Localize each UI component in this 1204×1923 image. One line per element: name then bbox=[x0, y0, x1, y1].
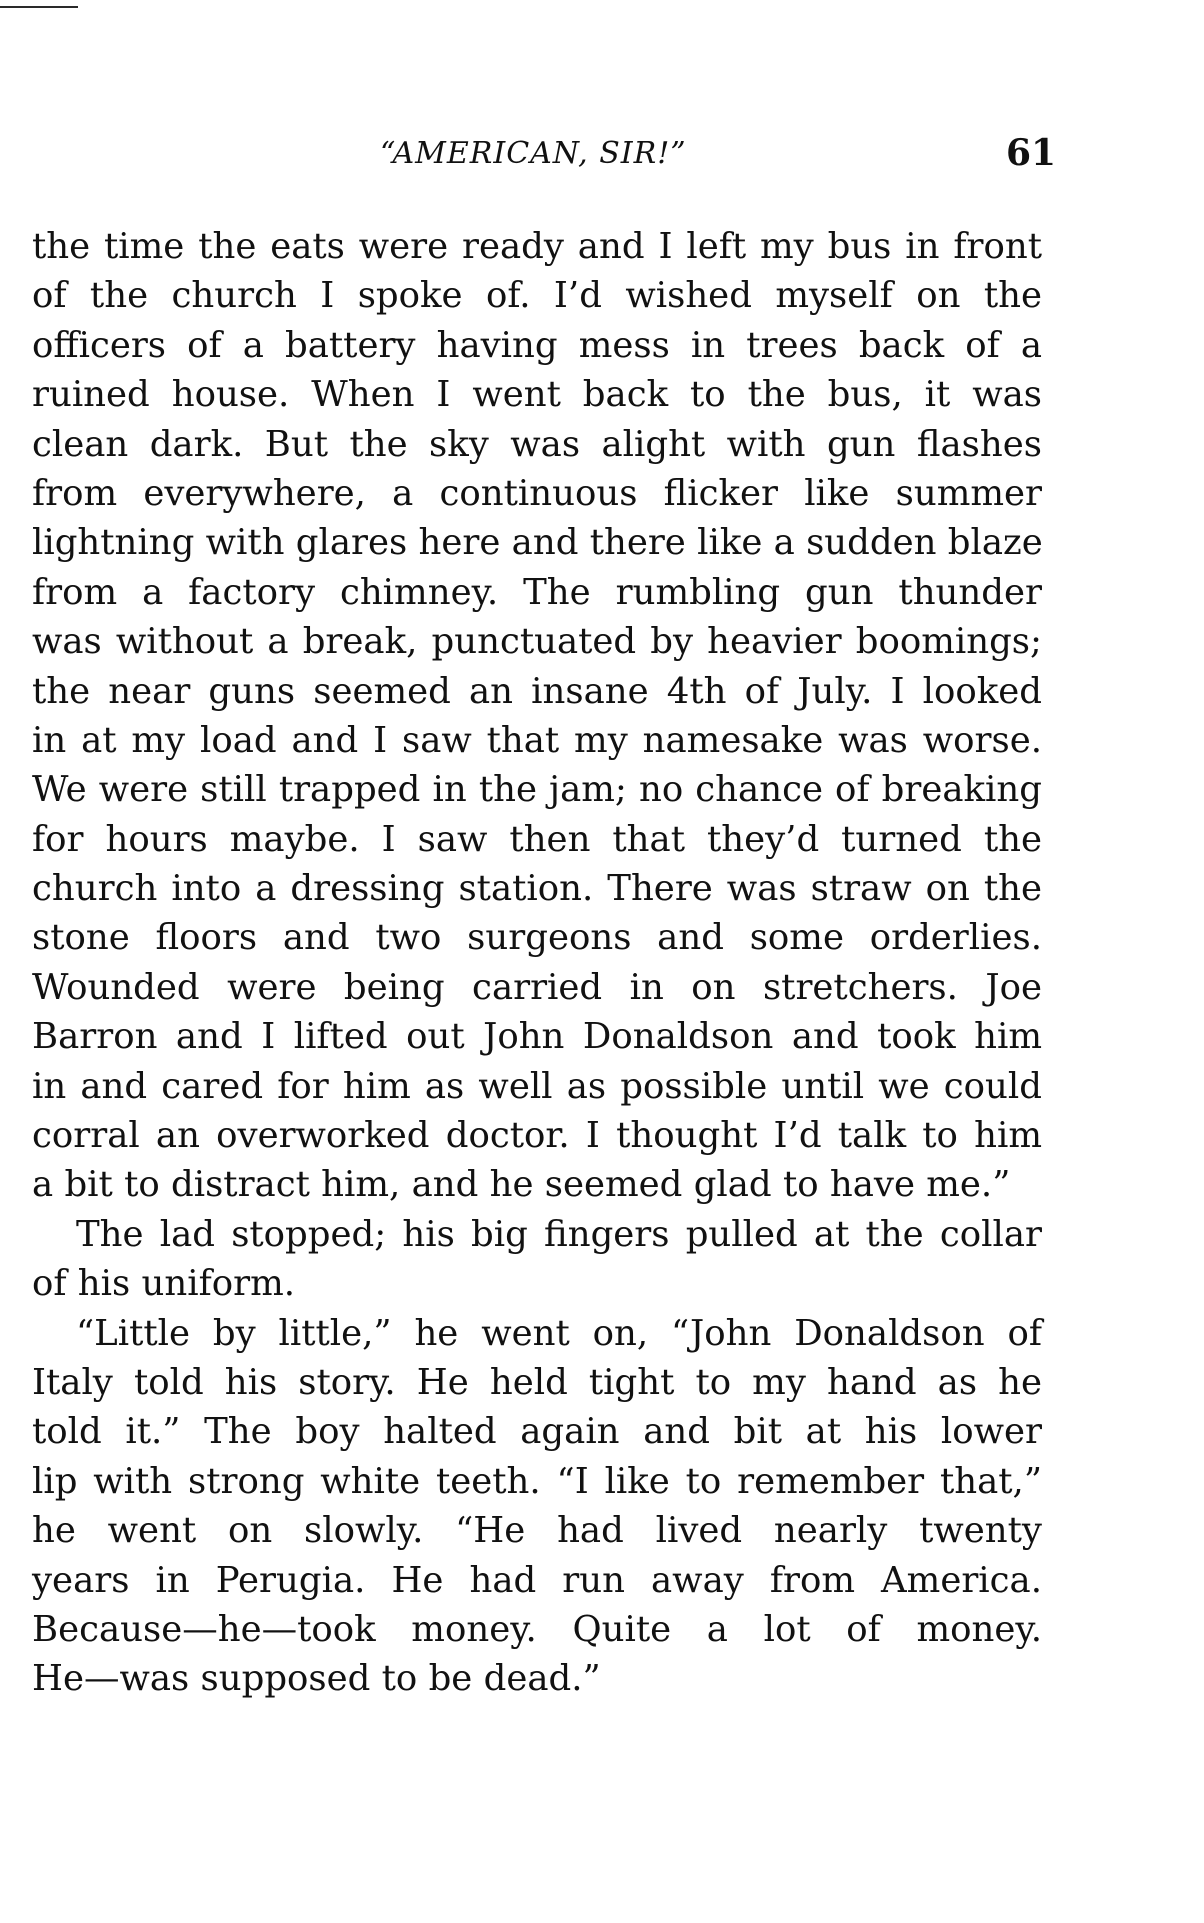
text-line: lip with strong white teeth. “I like to remember that,” bbox=[32, 1460, 1042, 1502]
text-line: Because—he—took money. Quite a lot of money. bbox=[32, 1608, 1042, 1650]
text-line: Barron and I lifted out John Donaldson and took him bbox=[32, 1016, 1042, 1058]
text-line: the time the eats were ready and I left my bus in front bbox=[32, 226, 1042, 267]
text-line: from everywhere, a continuous flicker like summer bbox=[32, 472, 1042, 514]
page-number: 61 bbox=[1006, 132, 1057, 174]
text-line: in and cared for him as well as possible until we could bbox=[32, 1065, 1042, 1107]
text-line: of his uniform. bbox=[32, 1263, 296, 1305]
text-line: stone floors and two surgeons and some orderlies. bbox=[32, 917, 1042, 959]
text-line: church into a dressing station. There was straw on the bbox=[32, 868, 1042, 910]
text-line: Wounded were being carried in on stretchers. Joe bbox=[32, 966, 1042, 1008]
text-line: a bit to distract him, and he seemed glad to have me.” bbox=[32, 1164, 1011, 1206]
text-line: he went on slowly. “He had lived nearly twenty bbox=[32, 1510, 1042, 1552]
text-line: from a factory chimney. The rumbling gun thunder bbox=[32, 571, 1042, 613]
text-line: The lad stopped; his big fingers pulled at the collar bbox=[76, 1213, 1042, 1255]
text-line: years in Perugia. He had run away from America. bbox=[32, 1559, 1042, 1601]
text-line: of the church I spoke of. I’d wished myself on the bbox=[32, 275, 1042, 317]
body-text bbox=[32, 222, 1042, 1704]
text-line: ruined house. When I went back to the bus, it was bbox=[32, 374, 1042, 416]
text-line: in at my load and I saw that my namesake was worse. bbox=[32, 719, 1042, 761]
text-line: He—was supposed to be dead.” bbox=[32, 1658, 601, 1700]
scan-edge-rule bbox=[0, 6, 78, 8]
text-line: for hours maybe. I saw then that they’d turned the bbox=[32, 818, 1042, 860]
text-line: We were still trapped in the jam; no chance of breaking bbox=[32, 769, 1042, 811]
text-line: lightning with glares here and there like a sudden blaze bbox=[32, 522, 1043, 564]
text-line: told it.” The boy halted again and bit at his lower bbox=[32, 1411, 1042, 1453]
text-line: “Little by little,” he went on, “John Donaldson of bbox=[76, 1312, 1042, 1354]
text-line: clean dark. But the sky was alight with gun flashes bbox=[32, 423, 1042, 465]
running-head: “AMERICAN, SIR!” bbox=[380, 136, 687, 171]
text-line: corral an overworked doctor. I thought I’d talk to him bbox=[32, 1115, 1042, 1157]
text-line: Italy told his story. He held tight to my hand as he bbox=[32, 1361, 1042, 1403]
text-line: the near guns seemed an insane 4th of July. I looked bbox=[32, 670, 1042, 712]
text-line: was without a break, punctuated by heavier boomings; bbox=[32, 621, 1042, 663]
text-line: officers of a battery having mess in trees back of a bbox=[32, 324, 1042, 366]
